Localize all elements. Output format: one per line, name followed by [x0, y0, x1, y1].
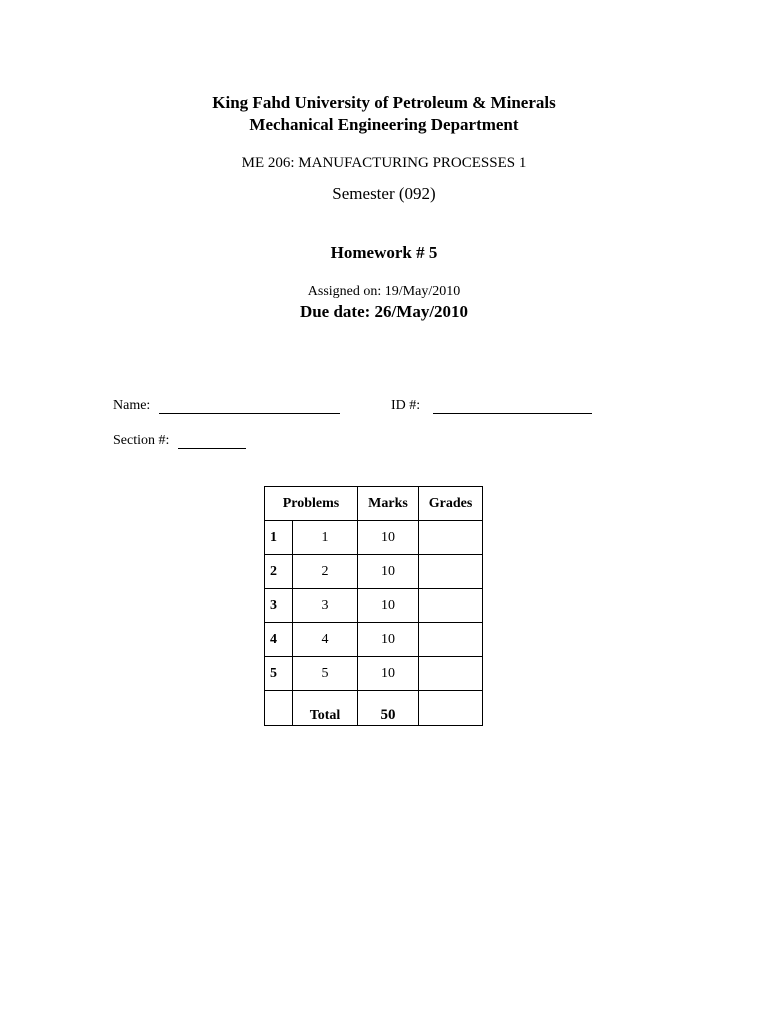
marks-cell: 10 [358, 623, 419, 657]
course-title: ME 206: MANUFACTURING PROCESSES 1 [241, 155, 527, 171]
university-title: King Fahd University of Petroleum & Minerals [212, 93, 556, 112]
due-date: Due date: 26/May/2010 [299, 302, 469, 321]
grade-cell [419, 555, 483, 589]
marks-cell: 10 [358, 555, 419, 589]
total-empty-cell [265, 691, 293, 726]
header-marks: Marks [358, 487, 419, 521]
total-marks: 50 [358, 691, 419, 726]
name-field-line [159, 413, 340, 414]
grade-cell [419, 589, 483, 623]
marks-table [264, 486, 483, 726]
table-row [265, 555, 483, 589]
row-number: 4 [265, 623, 293, 657]
total-label: Total [293, 691, 358, 726]
id-label: ID #: [391, 398, 421, 413]
grade-cell [419, 521, 483, 555]
marks-cell: 10 [358, 589, 419, 623]
marks-cell: 10 [358, 521, 419, 555]
row-number: 2 [265, 555, 293, 589]
table-row [265, 657, 483, 691]
problem-cell: 5 [293, 657, 358, 691]
name-label: Name: [113, 398, 151, 413]
table-row [265, 623, 483, 657]
table-row [265, 521, 483, 555]
problem-cell: 3 [293, 589, 358, 623]
row-number: 3 [265, 589, 293, 623]
id-field-line [433, 413, 592, 414]
table-total-row [265, 691, 483, 726]
grade-cell [419, 657, 483, 691]
homework-title: Homework # 5 [330, 243, 438, 262]
grade-cell [419, 623, 483, 657]
department-title: Mechanical Engineering Department [249, 115, 519, 134]
table-header-row [265, 487, 483, 521]
problem-cell: 1 [293, 521, 358, 555]
marks-cell: 10 [358, 657, 419, 691]
section-label: Section #: [113, 433, 170, 448]
header-grades: Grades [419, 487, 483, 521]
assigned-date: Assigned on: 19/May/2010 [307, 284, 461, 299]
row-number: 5 [265, 657, 293, 691]
section-field-line [178, 448, 246, 449]
problem-cell: 4 [293, 623, 358, 657]
semester-label: Semester (092) [332, 184, 436, 203]
row-number: 1 [265, 521, 293, 555]
problem-cell: 2 [293, 555, 358, 589]
table-row [265, 589, 483, 623]
total-grade-cell [419, 691, 483, 726]
header-problems: Problems [265, 487, 358, 521]
